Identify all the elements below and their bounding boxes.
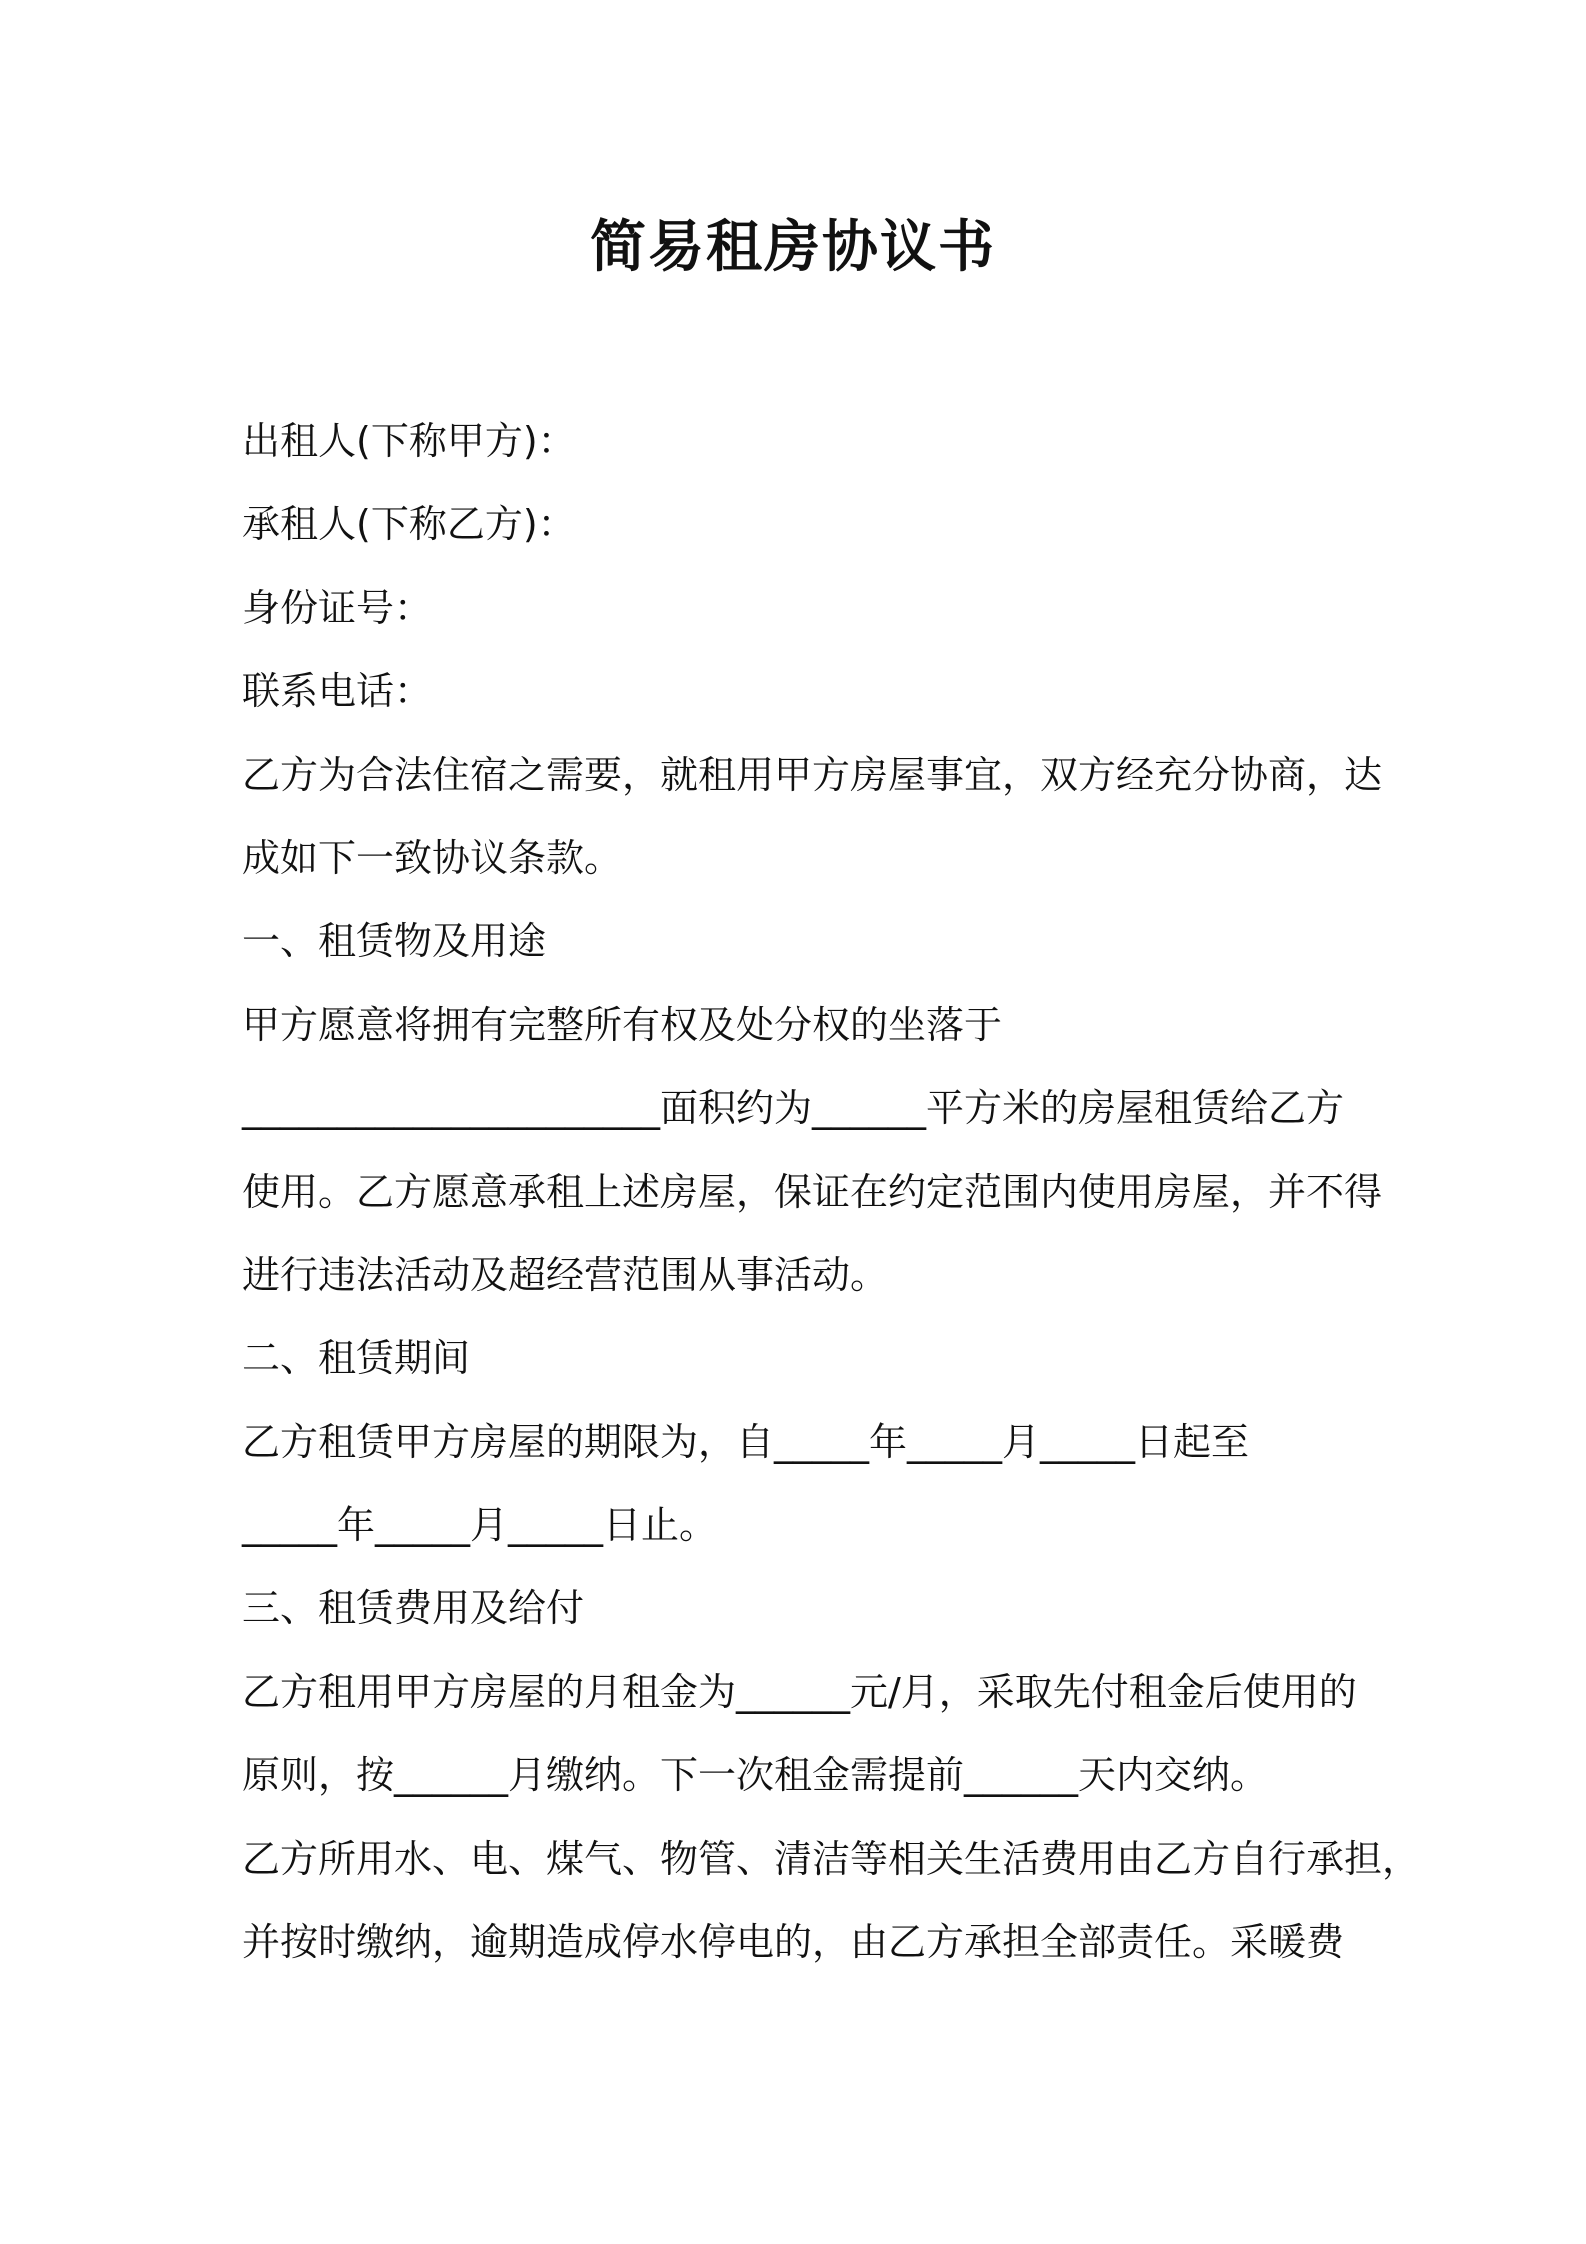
section-3-text-line-1: 乙方租用甲方房屋的月租金为______元/月，采取先付租金后使用的 [242,1669,1357,1714]
section-2-heading: 二、租赁期间 [242,1336,471,1381]
section-1-text-line-4: 进行违法活动及超经营范围从事活动。 [242,1252,889,1297]
intro-paragraph-line-1: 乙方为合法住宿之需要，就租用甲方房屋事宜，双方经充分协商，达 [242,752,1383,797]
section-3-text-line-4: 并按时缴纳，逾期造成停水停电的，由乙方承担全部责任。采暖费 [242,1920,1345,1965]
phone-line: 联系电话： [242,669,433,714]
section-1-text-line-3: 使用。乙方愿意承租上述房屋，保证在约定范围内使用房屋，并不得 [242,1169,1383,1214]
document-body [242,400,1421,1984]
id-number-line: 身份证号： [242,585,433,630]
intro-paragraph-line-2: 成如下一致协议条款。 [242,835,623,880]
lessor-line: 出租人(下称甲方)： [242,419,576,463]
section-2-text-line-2: _____年_____月_____日止。 [242,1503,718,1548]
section-1-text-line-1: 甲方愿意将拥有完整所有权及处分权的坐落于 [242,1002,1003,1047]
section-1-heading: 一、租赁物及用途 [242,919,547,964]
lessee-line: 承租人(下称乙方)： [242,502,576,547]
section-2-text-line-1: 乙方租赁甲方房屋的期限为，自_____年_____月_____日起至 [242,1419,1250,1464]
section-3-text-line-3: 乙方所用水、电、煤气、物管、清洁等相关生活费用由乙方自行承担， [242,1836,1421,1881]
section-1-text-line-2: ______________________面积约为______平方米的房屋租赁给乙方 [242,1086,1345,1131]
document-title: 简易租房协议书 [590,215,996,280]
section-3-heading: 三、租赁费用及给付 [242,1586,585,1631]
section-3-text-line-2: 原则，按______月缴纳。下一次租金需提前______天内交纳。 [242,1753,1269,1798]
